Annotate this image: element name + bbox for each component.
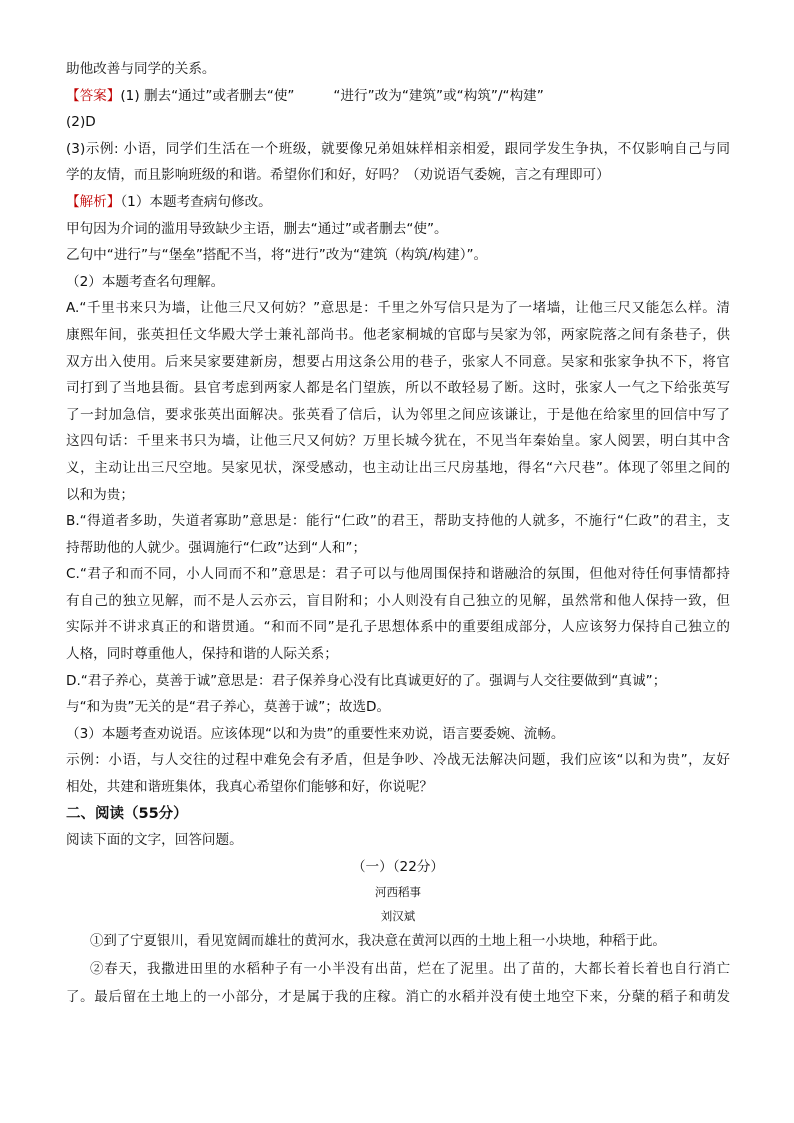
section-heading: 二、阅读（55分） <box>66 805 188 822</box>
passage-paragraph: ①到了宁夏银川，看见宽阔而雄壮的黄河水，我决意在黄河以西的土地上租一小块地，种稻于此。 <box>90 934 666 950</box>
text-line: 示例：小语，与人交往的过程中难免会有矛盾，但是争吵、冷战无法解决问题，我们应该“以和为贵”，友好 <box>66 752 730 769</box>
text-line: 实际并不讲求真正的和谐贯通。“和而不同”是孔子思想体系中的重要组成部分，人应该努力保持自己独立的 <box>66 619 730 636</box>
analysis-line <box>66 189 730 216</box>
text-line: 与“和为贵”无关的是“君子养心，莫善于诚”；故选D。 <box>66 699 391 716</box>
text-line: (2)D <box>66 114 96 131</box>
text-line: 义，主动让出三尺空地。吴家见状，深受感动，也主动让出三尺房基地，得名“六尺巷”。体现了邻里之间的 <box>66 459 730 476</box>
analysis-text: （1）本题考查病句修改。 <box>120 193 272 210</box>
document-page <box>66 56 730 1012</box>
text-line: B.“得道者多助，失道者寡助”意思是：能行“仁政”的君王，帮助支持他的人就多，不施行“仁政”的君主，支 <box>66 513 730 530</box>
passage-title: 河西稻事 <box>375 885 421 900</box>
passage-author: 刘汉斌 <box>380 909 416 924</box>
answer-label: 【答案】 <box>66 87 121 104</box>
text-line: （3）本题考查劝说语。应该体现“以和为贵”的重要性来劝说，语言要委婉、流畅。 <box>66 725 565 742</box>
text-line: 双方出入使用。后来吴家要建新房，想要占用这条公用的巷子，张家人不同意。吴家和张家争执不下，将官 <box>66 353 730 370</box>
text-line: 有自己的独立见解，而不是人云亦云，盲目附和；小人则没有自己独立的见解，虽然常和他人保持一致，但 <box>66 592 730 609</box>
text-line: A.“千里书来只为墙，让他三尺又何妨？”意思是：千里之外写信只是为了一堵墙，让他三尺又能怎么样。清 <box>66 300 730 317</box>
text-line: 人格，同时尊重他人，保持和谐的人际关系； <box>66 646 338 663</box>
text-line: 相处，共建和谐班集体，我真心希望你们能够和好，你说呢？ <box>66 779 434 796</box>
analysis-label: 【解析】 <box>66 193 121 210</box>
answer-text: (1) 删去“通过”或者删去“使” “进行”改为“建筑”或“构筑”/“构建” <box>120 87 544 104</box>
text-line: 这四句话：千里来书只为墙，让他三尺又何妨？万里长城今犹在，不见当年秦始皇。家人阅罢，明白其中含 <box>66 433 730 450</box>
text-line: 学的友情，而且影响班级的和谐。希望你们和好，好吗？（劝说语气委婉，言之有理即可） <box>66 167 610 184</box>
passage-paragraph: 了。最后留在土地上的一小部分，才是属于我的庄稼。消亡的水稻并没有使土地空下来，分蘖的稻子和萌发 <box>66 990 730 1006</box>
text-line: (3)示例: 小语，同学们生活在一个班级，就要像兄弟姐妹样相亲相爱，跟同学发生争执，不仅影响自己与同 <box>66 140 730 157</box>
text-line: 以和为贵； <box>66 486 134 503</box>
text-line: 司打到了当地县衙。县官考虑到两家人都是名门望族，所以不敢轻易了断。这时，张家人一气之下给张英写 <box>66 380 730 397</box>
text-line: D.“君子养心，莫善于诚”意思是：君子保养身心没有比真诚更好的了。强调与人交往要做到“真诚”； <box>66 672 667 689</box>
text-line: （2）本题考查名句理解。 <box>66 273 225 290</box>
text-line: C.“君子和而不同，小人同而不和”意思是：君子可以与他周围保持和谐融洽的氛围，但他对待任何事情都持 <box>66 566 730 583</box>
text-line: 助他改善与同学的关系。 <box>66 61 216 77</box>
text-line: 持帮助他的人就少。强调施行“仁政”达到“人和”； <box>66 539 367 556</box>
passage-part-title: （一）（22分） <box>351 858 445 875</box>
text-line: 乙句中“进行”与“堡垒”搭配不当，将“进行”改为“建筑（构筑/构建）”。 <box>66 247 488 264</box>
text-line: 甲句因为介词的滥用导致缺少主语，删去“通过”或者删去“使”。 <box>66 220 448 237</box>
passage-paragraph: ②春天，我撒进田里的水稻种子有一小半没有出苗，烂在了泥里。出了苗的，大都长着长着也自行消亡 <box>90 962 730 978</box>
text-line: 阅读下面的文字，回答问题。 <box>66 832 243 849</box>
text-line: 了一封加急信，要求张英出面解决。张英看了信后，认为邻里之间应该谦让，于是他在给家里的回信中写了 <box>66 406 730 423</box>
text-line: 康熙年间，张英担任文华殿大学士兼礼部尚书。他老家桐城的官邸与吴家为邻，两家院落之间有条巷子，供 <box>66 326 730 343</box>
answer-line <box>66 83 730 110</box>
